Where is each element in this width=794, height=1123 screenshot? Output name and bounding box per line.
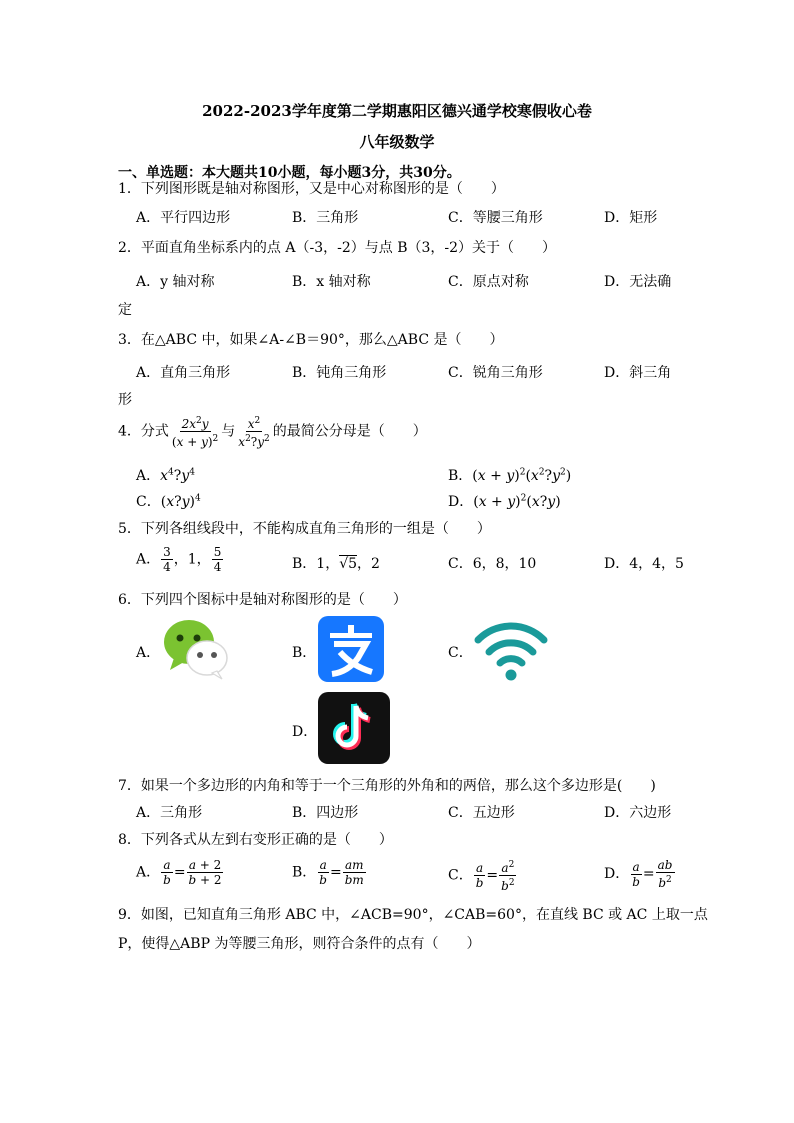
q4-option-a: A．$x^4?y^4$ xyxy=(136,467,195,484)
q5-option-b: B．1，√5，2 xyxy=(292,556,380,572)
q8-option-d: D． $\frac{a}{b}$ = $\frac{ab}{b^2}$ xyxy=(604,858,673,890)
question-2-stem: 2．平面直角坐标系内的点 A（-3，-2）与点 B（3，-2）关于（ ） xyxy=(118,240,557,256)
q6-option-c: C． xyxy=(448,645,473,661)
q2-option-d: D．无法确 xyxy=(604,274,672,290)
q4-option-c: C．(x?y)$^4$ xyxy=(136,493,201,510)
exam-subtitle: 八年级数学 xyxy=(359,133,435,151)
q1-option-b: B．三角形 xyxy=(292,210,359,226)
question-4-stem: 4．分式 $\frac{2x^2y}{(x + y)^2}$ 与 $\frac{x^2}{x^2?y^2}$ 的最简公分母是（ ） xyxy=(118,416,427,449)
q3-option-d-wrap: 形 xyxy=(118,392,132,408)
q7-option-a: A．三角形 xyxy=(136,805,203,821)
question-6-stem: 6．下列四个图标中是轴对称图形的是（ ） xyxy=(118,592,407,608)
q7-option-d: D．六边形 xyxy=(604,805,672,821)
alipay-icon xyxy=(318,616,384,686)
q3-option-c: C．锐角三角形 xyxy=(448,365,543,381)
q4-fraction-2: $\frac{x^2}{x^2?y^2}$ xyxy=(238,416,270,449)
q3-option-d: D．斜三角 xyxy=(604,365,672,381)
question-9-line-1: 9．如图，已知直角三角形 ABC 中，∠ACB=90°，∠CAB=60°，在直线 BC 或 AC 上取一点 xyxy=(118,907,708,923)
wifi-icon xyxy=(472,612,550,686)
wechat-icon xyxy=(162,618,230,684)
q8-option-c: C． $\frac{a}{b}$ = $\frac{a^2}{b^2}$ xyxy=(448,860,515,893)
question-9-line-2: P，使得△ABP 为等腰三角形，则符合条件的点有（ ） xyxy=(118,936,481,952)
section-heading: 一、单选题：本大题共10小题，每小题3分，共30分。 xyxy=(118,165,461,181)
question-3-stem: 3．在△ABC 中，如果∠A-∠B＝90°，那么△ABC 是（ ） xyxy=(118,332,504,348)
q3-option-a: A．直角三角形 xyxy=(136,365,231,381)
q7-option-c: C．五边形 xyxy=(448,805,515,821)
q4-option-b: B．$(x + y)^2(x^2?y^2)$ xyxy=(448,467,572,484)
q5-option-a: A． $\frac{3}{4}$ ，1， $\frac{5}{4}$ xyxy=(136,545,222,574)
q2-option-d-wrap: 定 xyxy=(118,302,132,318)
question-5-stem: 5．下列各组线段中，不能构成直角三角形的一组是（ ） xyxy=(118,521,491,537)
q2-option-a: A．y 轴对称 xyxy=(136,274,215,290)
q8-option-b: B． $\frac{a}{b}$ = $\frac{am}{bm}$ xyxy=(292,858,364,887)
q7-option-b: B．四边形 xyxy=(292,805,359,821)
question-1-stem: 1．下列图形既是轴对称图形，又是中心对称图形的是（ ） xyxy=(118,181,505,197)
question-8-stem: 8．下列各式从左到右变形正确的是（ ） xyxy=(118,832,393,848)
tiktok-icon xyxy=(318,692,390,768)
q6-option-b: B． xyxy=(292,645,317,661)
q1-option-d: D．矩形 xyxy=(604,210,658,226)
q5-option-c: C．6，8，10 xyxy=(448,556,537,572)
q3-option-b: B．钝角三角形 xyxy=(292,365,387,381)
q6-option-d: D． xyxy=(292,724,318,740)
q8-option-a: A． $\frac{a}{b}$ = $\frac{a + 2}{b + 2}$ xyxy=(136,858,222,887)
q1-option-c: C．等腰三角形 xyxy=(448,210,543,226)
q2-option-c: C．原点对称 xyxy=(448,274,529,290)
exam-title: 2022-2023学年度第二学期惠阳区德兴通学校寒假收心卷 xyxy=(202,102,592,120)
question-7-stem: 7．如果一个多边形的内角和等于一个三角形的外角和的两倍，那么这个多边形是( ) xyxy=(118,778,656,794)
q5-option-d: D．4，4，5 xyxy=(604,556,684,572)
q6-option-a: A． xyxy=(136,645,161,661)
q1-option-a: A．平行四边形 xyxy=(136,210,231,226)
q4-fraction-1: $\frac{2x^2y}{(x + y)^2}$ xyxy=(171,416,219,449)
q2-option-b: B．x 轴对称 xyxy=(292,274,371,290)
q4-option-d: D．$(x + y)^2(x?y)$ xyxy=(448,493,561,510)
